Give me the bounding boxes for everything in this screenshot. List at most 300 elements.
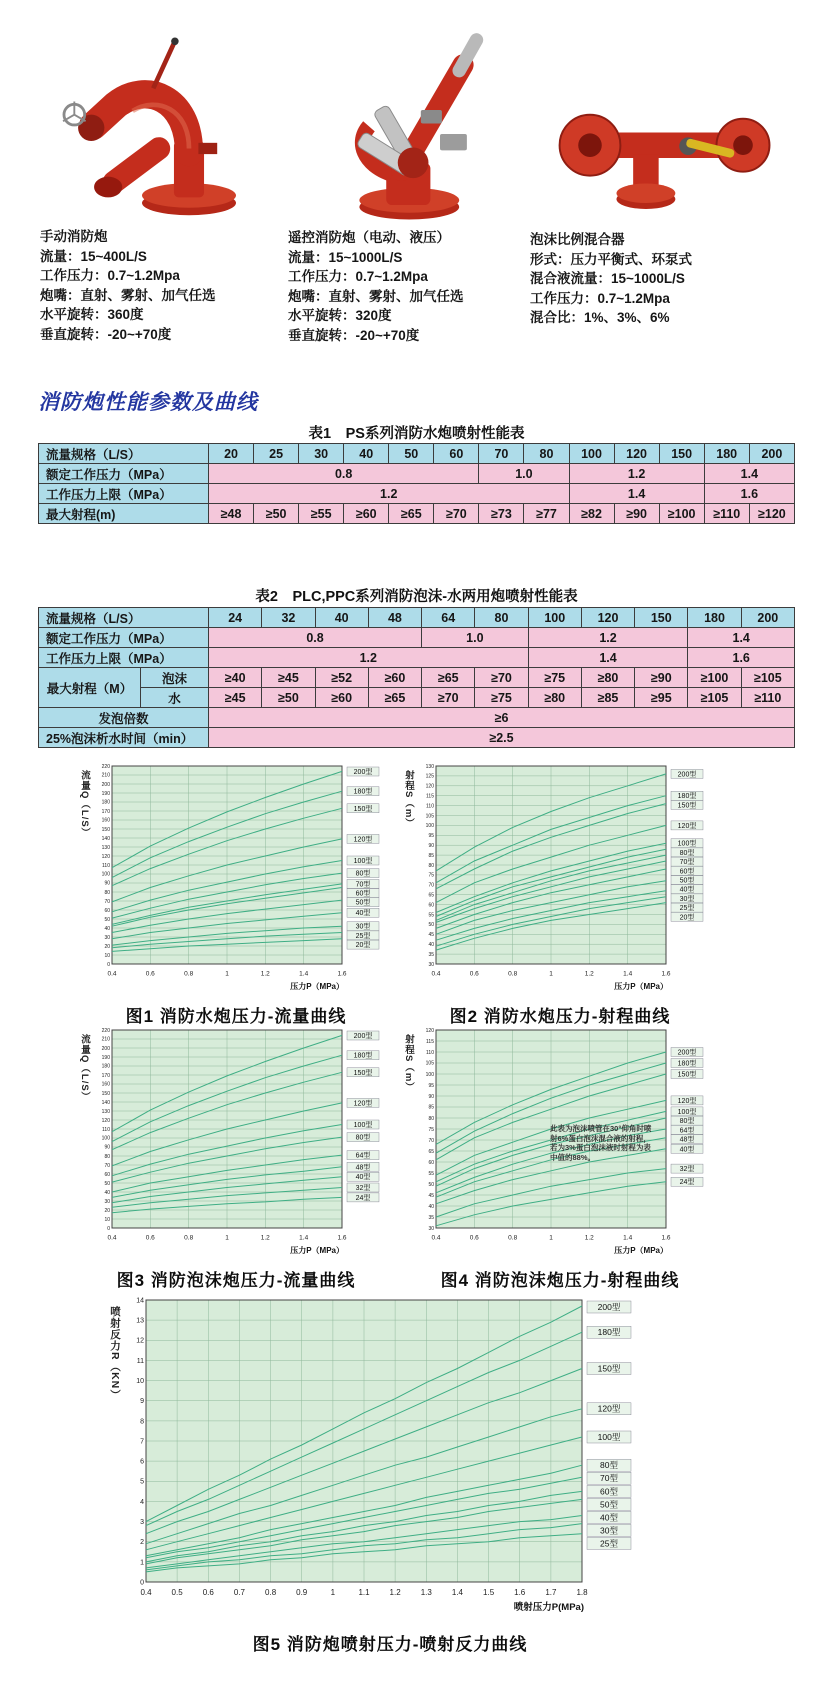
svg-text:105: 105 (425, 813, 434, 820)
table-row (39, 708, 795, 728)
table-cell: 64 (422, 608, 475, 628)
chart-caption: 图4 消防泡沫炮压力-射程曲线 (440, 1271, 680, 1290)
table-cell: ≥60 (368, 668, 421, 688)
curve-label: 40型 (355, 1174, 371, 1182)
svg-text:1.2: 1.2 (584, 1234, 594, 1242)
table-cell: 水 (141, 688, 209, 708)
table-cell: ≥110 (704, 504, 749, 524)
product-spec-line: 炮嘴：直射、雾射、加气任选 (288, 288, 464, 304)
svg-text:100: 100 (425, 823, 434, 830)
table-cell: 100 (528, 608, 581, 628)
curve-label: 40型 (600, 1512, 618, 1523)
svg-text:70: 70 (428, 1137, 434, 1144)
svg-text:80: 80 (428, 862, 434, 869)
curve-label: 32型 (355, 1184, 371, 1192)
svg-text:0.6: 0.6 (145, 970, 155, 978)
table-cell: 发泡倍数 (39, 708, 209, 728)
svg-text:1.6: 1.6 (661, 970, 671, 978)
table-row (39, 484, 795, 504)
curve-label: 50型 (355, 899, 371, 907)
product-spec-line: 形式：压力平衡式、环泵式 (530, 251, 692, 267)
curve-label: 150型 (353, 1069, 373, 1077)
table-cell: 1.4 (569, 484, 704, 504)
table-cell: 50 (389, 444, 434, 464)
svg-text:220: 220 (101, 763, 110, 770)
svg-text:11: 11 (136, 1357, 144, 1365)
table-cell: ≥80 (581, 668, 634, 688)
chart-canvas (76, 760, 396, 1000)
curve-label: 20型 (679, 914, 695, 922)
svg-text:45: 45 (428, 1192, 434, 1199)
svg-text:100: 100 (425, 1071, 434, 1078)
svg-text:0.9: 0.9 (296, 1588, 308, 1597)
svg-text:0.4: 0.4 (107, 970, 117, 978)
svg-text:0.6: 0.6 (202, 1588, 214, 1597)
svg-text:0.4: 0.4 (431, 970, 441, 978)
table-cell: ≥45 (209, 688, 262, 708)
table-cell: 200 (741, 608, 794, 628)
product-spec-line: 工作压力：0.7~1.2Mpa (288, 269, 428, 284)
curve-label: 70型 (600, 1473, 618, 1484)
product-spec-line: 水平旋转：360度 (40, 307, 144, 322)
product-name: 泡沫比例混合器 (530, 232, 625, 247)
curve-label: 48型 (679, 1136, 695, 1144)
table-cell: 80 (524, 444, 569, 464)
curve-label: 40型 (355, 910, 371, 918)
table-cell: 1.6 (704, 484, 794, 504)
svg-text:30: 30 (428, 1225, 434, 1232)
curve-label: 120型 (353, 1100, 373, 1108)
table-cell: 40 (315, 608, 368, 628)
svg-text:85: 85 (428, 852, 434, 859)
figure-3-pressure-flow-foam (76, 1024, 396, 1291)
svg-text:5: 5 (140, 1478, 144, 1486)
product-card-manual-monitor (40, 22, 290, 344)
table-cell: ≥85 (581, 688, 634, 708)
svg-text:1.8: 1.8 (576, 1588, 588, 1597)
table-2-title: 表2 PLC,PPC系列消防泡沫-水两用炮喷射性能表 (255, 589, 578, 605)
product-spec-line: 水平旋转：320度 (288, 308, 392, 323)
svg-text:1.6: 1.6 (337, 970, 347, 978)
svg-text:65: 65 (428, 892, 434, 899)
svg-text:130: 130 (101, 1108, 110, 1115)
svg-text:90: 90 (104, 880, 110, 887)
svg-text:4: 4 (140, 1498, 144, 1506)
x-axis-label: 压力P（MPa） (614, 1246, 668, 1255)
chart-caption: 图5 消防炮喷射压力-喷射反力曲线 (252, 1635, 528, 1654)
product-spec-line: 工作压力：0.7~1.2Mpa (530, 290, 670, 306)
figure-1-pressure-flow-water (76, 760, 396, 1027)
svg-text:1.2: 1.2 (584, 970, 594, 978)
curve-label: 100型 (677, 840, 697, 848)
svg-text:1.1: 1.1 (358, 1588, 370, 1597)
table-cell: ≥52 (315, 668, 368, 688)
performance-table-water-monitor (38, 443, 795, 524)
svg-text:14: 14 (136, 1297, 144, 1305)
svg-text:100: 100 (101, 871, 110, 878)
table-cell: 泡沫 (141, 668, 209, 688)
table-cell: 40 (344, 444, 389, 464)
svg-text:140: 140 (101, 1099, 110, 1106)
svg-text:1.5: 1.5 (483, 1588, 495, 1597)
product-spec-line: 炮嘴：直射、雾射、加气任选 (40, 287, 216, 303)
table-cell: ≥95 (635, 688, 688, 708)
table-cell: ≥110 (741, 688, 794, 708)
curve-label: 32型 (679, 1166, 695, 1173)
svg-text:180: 180 (101, 1063, 110, 1070)
svg-text:120: 120 (101, 853, 110, 860)
table-cell: ≥75 (528, 668, 581, 688)
table-cell: ≥65 (422, 668, 475, 688)
table-cell: ≥75 (475, 688, 528, 708)
svg-text:130: 130 (101, 844, 110, 851)
svg-text:95: 95 (428, 833, 434, 839)
svg-text:3: 3 (140, 1519, 144, 1526)
curve-label: 25型 (355, 932, 371, 940)
svg-text:1.7: 1.7 (545, 1588, 557, 1597)
svg-text:1.4: 1.4 (451, 1588, 463, 1597)
table-cell: 120 (614, 444, 659, 464)
svg-text:115: 115 (426, 793, 434, 800)
product-name: 遥控消防炮（电动、液压） (288, 230, 450, 245)
svg-text:70: 70 (104, 1162, 110, 1169)
svg-text:20: 20 (104, 943, 110, 950)
svg-text:1.6: 1.6 (661, 1234, 671, 1242)
table-cell: 150 (659, 444, 704, 464)
table-cell: ≥100 (688, 668, 741, 688)
table-cell: 24 (209, 608, 262, 628)
svg-text:60: 60 (428, 902, 434, 909)
svg-text:120: 120 (101, 1117, 110, 1124)
svg-text:12: 12 (136, 1337, 144, 1345)
curve-label: 64型 (355, 1152, 371, 1160)
chart-note: 此表为泡沫喷管在30°仰角时喷射6%蛋白泡沫混合液的射程，若为3%蛋白泡沫液时射程为表中值的88%。 (550, 1124, 652, 1162)
svg-text:100: 100 (101, 1135, 110, 1142)
table-cell: 25%泡沫析水时间（min） (39, 728, 209, 748)
svg-text:30: 30 (428, 961, 434, 968)
table-cell: ≥65 (389, 504, 434, 524)
svg-text:0.8: 0.8 (184, 1234, 194, 1242)
svg-text:0.4: 0.4 (107, 1234, 117, 1242)
svg-text:190: 190 (101, 790, 110, 797)
svg-text:150: 150 (101, 826, 110, 833)
table-cell: ≥80 (528, 688, 581, 708)
table-cell: 1.6 (688, 648, 795, 668)
curve-label: 20型 (355, 942, 371, 949)
svg-text:45: 45 (428, 932, 434, 938)
svg-text:1.4: 1.4 (623, 1234, 633, 1242)
performance-table-foam-water-monitor (38, 607, 795, 748)
svg-text:110: 110 (426, 1049, 434, 1056)
curve-label: 30型 (355, 923, 371, 931)
table-cell: 0.8 (209, 464, 479, 484)
svg-text:210: 210 (101, 772, 110, 779)
svg-text:1.4: 1.4 (299, 970, 309, 978)
table-row (39, 688, 795, 708)
table-cell: 180 (704, 444, 749, 464)
curve-label: 120型 (677, 822, 697, 830)
curve-label: 100型 (353, 1122, 373, 1129)
svg-text:6: 6 (140, 1458, 144, 1466)
svg-text:110: 110 (102, 1126, 110, 1133)
figure-5-pressure-reaction-force (100, 1292, 680, 1655)
table-cell: 80 (475, 608, 528, 628)
x-axis-label: 喷射压力P(MPa) (513, 1602, 584, 1613)
svg-text:80: 80 (104, 889, 110, 896)
curve-label: 180型 (597, 1327, 621, 1338)
table-cell: 1.2 (209, 648, 529, 668)
curve-label: 70型 (679, 859, 695, 867)
table-row (39, 728, 795, 748)
product-specs (530, 250, 802, 328)
svg-text:0.8: 0.8 (184, 970, 194, 978)
table-cell: 150 (635, 608, 688, 628)
svg-text:180: 180 (101, 799, 110, 806)
svg-text:130: 130 (425, 763, 434, 770)
chart-canvas (400, 760, 720, 1000)
svg-text:105: 105 (425, 1060, 434, 1067)
svg-text:0: 0 (107, 1225, 110, 1232)
svg-text:10: 10 (104, 1216, 110, 1223)
table-cell: 60 (434, 444, 479, 464)
svg-text:140: 140 (101, 835, 110, 842)
svg-text:90: 90 (428, 843, 434, 849)
curve-label: 100型 (677, 1108, 697, 1116)
curve-label: 150型 (677, 1071, 697, 1079)
y-axis-label: 流量Q（L/S） (79, 1034, 90, 1103)
svg-text:2: 2 (140, 1539, 144, 1547)
svg-text:0: 0 (140, 1579, 144, 1587)
chart-caption: 图1 消防水炮压力-流量曲线 (125, 1007, 347, 1026)
svg-text:60: 60 (428, 1159, 434, 1166)
svg-text:200: 200 (101, 1045, 110, 1052)
curve-label: 60型 (355, 890, 371, 898)
table-cell: ≥70 (434, 504, 479, 524)
svg-text:35: 35 (428, 951, 434, 958)
svg-text:1: 1 (330, 1588, 336, 1597)
curve-label: 70型 (355, 881, 371, 889)
table-cell: ≥70 (422, 688, 475, 708)
svg-text:0.8: 0.8 (265, 1588, 277, 1597)
svg-text:70: 70 (428, 882, 434, 889)
curve-label: 150型 (677, 802, 697, 810)
curve-label: 150型 (597, 1363, 621, 1374)
table-cell: 0.8 (209, 628, 422, 648)
svg-text:0.8: 0.8 (508, 970, 518, 978)
table-cell: 最大射程(m) (39, 504, 209, 524)
table-cell: 30 (299, 444, 344, 464)
x-axis-label: 压力P（MPa） (290, 1246, 344, 1255)
svg-text:1: 1 (549, 970, 553, 978)
svg-text:40: 40 (104, 1189, 110, 1196)
table-row (39, 648, 795, 668)
curve-label: 100型 (353, 858, 373, 865)
product-spec-line: 流量：15~400L/S (40, 248, 147, 264)
product-name: 手动消防炮 (40, 229, 108, 244)
svg-text:170: 170 (101, 1072, 110, 1079)
svg-text:190: 190 (101, 1054, 110, 1061)
table-cell: 200 (749, 444, 794, 464)
table-cell: ≥120 (749, 504, 794, 524)
table-row (39, 668, 795, 688)
svg-text:150: 150 (101, 1090, 110, 1097)
svg-text:210: 210 (101, 1036, 110, 1043)
table-row (39, 608, 795, 628)
y-axis-label: 喷射反力R（KN） (109, 1306, 121, 1401)
svg-text:0: 0 (107, 961, 110, 968)
svg-text:120: 120 (425, 783, 434, 790)
table-cell: 1.2 (209, 484, 570, 504)
table-cell: 25 (254, 444, 299, 464)
svg-text:70: 70 (104, 898, 110, 905)
table-row (39, 504, 795, 524)
product-spec-line: 流量：15~1000L/S (288, 249, 403, 265)
curve-label: 80型 (600, 1460, 618, 1471)
chart-canvas (100, 1292, 680, 1628)
table-cell: 1.0 (479, 464, 569, 484)
curve-label: 64型 (679, 1127, 695, 1135)
curve-label: 200型 (353, 1032, 373, 1040)
curve-label: 25型 (679, 905, 695, 913)
svg-text:9: 9 (140, 1398, 144, 1406)
curve-label: 80型 (679, 1118, 695, 1125)
svg-text:90: 90 (104, 1144, 110, 1151)
svg-text:1.2: 1.2 (260, 1234, 270, 1242)
y-axis-label: 流量Q（L/S） (79, 770, 90, 839)
curve-label: 180型 (353, 1052, 373, 1060)
curve-label: 120型 (353, 836, 373, 844)
curve-label: 30型 (679, 895, 695, 903)
svg-text:60: 60 (104, 1171, 110, 1178)
svg-text:10: 10 (104, 952, 110, 959)
table-cell: ≥90 (614, 504, 659, 524)
table-cell: ≥105 (688, 688, 741, 708)
svg-text:1: 1 (140, 1559, 144, 1567)
table-cell: ≥50 (254, 504, 299, 524)
table-cell: 1.2 (528, 628, 688, 648)
table-cell: ≥60 (315, 688, 368, 708)
x-axis-label: 压力P（MPa） (614, 982, 668, 991)
curve-label: 50型 (600, 1499, 618, 1510)
curve-label: 180型 (353, 788, 373, 796)
svg-text:80: 80 (428, 1115, 434, 1122)
svg-text:1: 1 (225, 1234, 229, 1242)
svg-text:1.4: 1.4 (299, 1234, 309, 1242)
table-cell: 100 (569, 444, 614, 464)
table-cell: 1.4 (688, 628, 795, 648)
table-cell: 额定工作压力（MPa） (39, 464, 209, 484)
table-row (39, 464, 795, 484)
curve-label: 120型 (677, 1097, 697, 1105)
curve-label: 80型 (679, 849, 695, 857)
svg-text:80: 80 (104, 1153, 110, 1160)
y-axis-label: 射程S（m） (403, 770, 414, 829)
svg-text:50: 50 (428, 1181, 434, 1188)
product-photo-remote-monitor (296, 16, 536, 228)
curve-label: 150型 (353, 805, 373, 813)
table-cell: ≥82 (569, 504, 614, 524)
svg-text:1.6: 1.6 (337, 1234, 347, 1242)
table-cell: 工作压力上限（MPa） (39, 648, 209, 668)
table-cell: 1.0 (422, 628, 529, 648)
figure-2-pressure-range-water (400, 760, 720, 1027)
table-cell: 32 (262, 608, 315, 628)
table-row (39, 444, 795, 464)
curve-label: 30型 (600, 1525, 618, 1536)
curve-label: 200型 (597, 1302, 621, 1312)
figure-4-pressure-range-foam (400, 1024, 720, 1291)
table-row (39, 628, 795, 648)
curve-label: 80型 (355, 870, 371, 878)
table-cell: 48 (368, 608, 421, 628)
table-cell: 流量规格（L/S） (39, 608, 209, 628)
svg-text:40: 40 (428, 942, 434, 948)
table-cell: 70 (479, 444, 524, 464)
svg-text:0.4: 0.4 (431, 1234, 441, 1242)
table-cell: ≥45 (262, 668, 315, 688)
curve-label: 200型 (677, 771, 697, 779)
svg-text:110: 110 (102, 862, 110, 869)
svg-text:0.6: 0.6 (145, 1234, 155, 1242)
svg-text:50: 50 (104, 1180, 110, 1187)
svg-text:95: 95 (428, 1082, 434, 1089)
table-cell: ≥65 (368, 688, 421, 708)
curve-label: 60型 (679, 868, 695, 876)
product-card-foam-proportioner (530, 80, 802, 328)
svg-text:55: 55 (428, 912, 434, 919)
table-cell: 工作压力上限（MPa） (39, 484, 209, 504)
svg-text:40: 40 (104, 925, 110, 932)
x-axis-label: 压力P（MPa） (290, 982, 344, 991)
svg-text:35: 35 (428, 1214, 434, 1221)
product-photo-manual-monitor (48, 22, 283, 227)
curve-label: 120型 (597, 1403, 621, 1414)
svg-text:120: 120 (425, 1027, 434, 1034)
table-cell: 180 (688, 608, 741, 628)
svg-text:1.2: 1.2 (260, 970, 270, 978)
table-cell: ≥100 (659, 504, 704, 524)
curve-label: 40型 (679, 886, 695, 894)
curve-label: 180型 (677, 1060, 697, 1068)
svg-text:75: 75 (428, 872, 434, 879)
chart-canvas (76, 1024, 396, 1264)
svg-text:0.5: 0.5 (171, 1588, 183, 1597)
product-photo-foam-proportioner (539, 80, 794, 230)
svg-text:8: 8 (140, 1418, 144, 1426)
table-cell: ≥48 (209, 504, 254, 524)
svg-text:40: 40 (428, 1203, 434, 1210)
curve-label: 180型 (677, 793, 697, 801)
svg-text:20: 20 (104, 1207, 110, 1214)
product-spec-line: 混合比：1%、3%、6% (530, 310, 670, 325)
curve-label: 48型 (355, 1164, 371, 1172)
product-spec-line: 工作压力：0.7~1.2Mpa (40, 268, 180, 283)
svg-text:13: 13 (136, 1317, 144, 1325)
svg-text:1.3: 1.3 (420, 1588, 432, 1597)
svg-text:170: 170 (101, 808, 110, 815)
curve-label: 200型 (677, 1049, 697, 1057)
svg-text:60: 60 (104, 907, 110, 914)
product-specs (288, 248, 543, 346)
table-cell: ≥6 (209, 708, 795, 728)
table-cell: 120 (581, 608, 634, 628)
product-spec-line: 混合液流量：15~1000L/S (530, 271, 685, 286)
svg-text:65: 65 (428, 1148, 434, 1155)
svg-text:30: 30 (104, 1198, 110, 1205)
svg-text:160: 160 (101, 1081, 110, 1088)
table-cell: ≥2.5 (209, 728, 795, 748)
chart-caption: 图2 消防水炮压力-射程曲线 (449, 1007, 671, 1026)
